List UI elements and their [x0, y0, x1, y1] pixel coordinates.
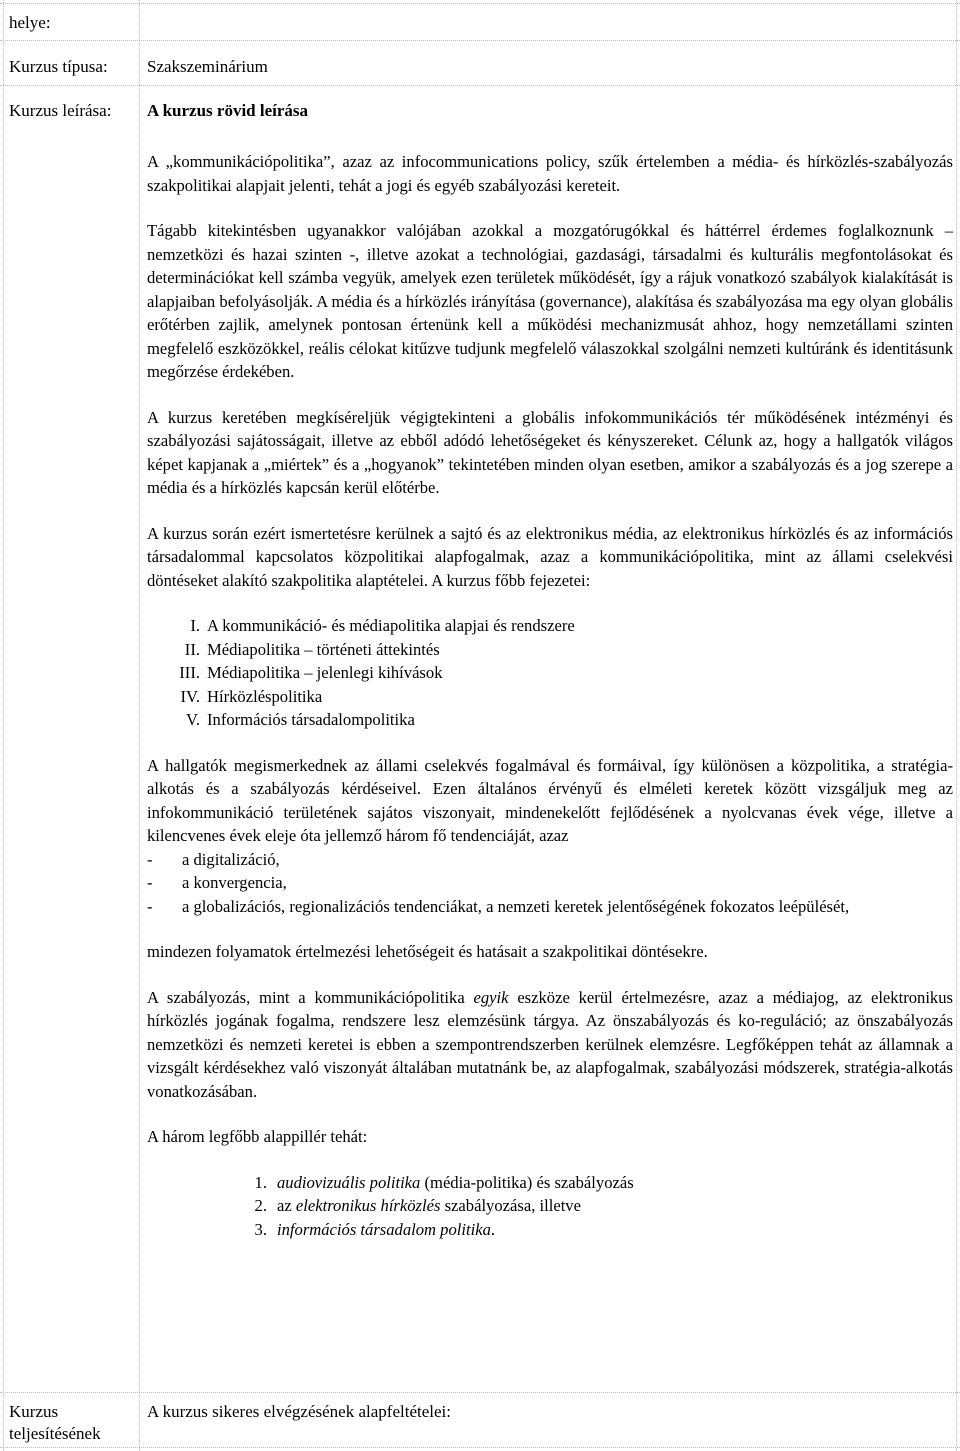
dash-marker: -: [147, 849, 153, 869]
chapter-list: [147, 614, 953, 732]
paragraph-8: A három legfőbb alappillér tehát:: [147, 1127, 368, 1146]
dash-marker: -: [147, 896, 153, 916]
paragraph-3: A kurzus keretében megkíséreljük végigtekinteni a globális infokommunikációs tér működésének intézményi és szabályozási sajátosságait, illetve az ebből adódó lehetőségeket és kényszereket. Célunk az, hogy a hallgatók világos képet kapjanak a „miértek” és a „hogyanok” tekintetében minden olyan esetben, amikor a szabályozás és a jog szerepe a média és a hírközlés kapcsán kerül előtérbe.: [147, 407, 953, 497]
label-helye: helye:: [9, 13, 51, 32]
table-border-bottom: [0, 1447, 960, 1448]
paragraph-2: Tágabb kitekintésben ugyanakkor valójában azokkal a mozgatórugókkal és háttérrel érdemes foglalkoznunk – nemzetközi és hazai szinten -, illetve azokat a technológiai, gazdasági, társadalmi és kulturális megfontolásokat és determinációkat kell számba vegyük, amelyek ezen területek működését, így a rájuk vonatkozó szabályok kialakítását is alapjaiban befolyásolják. A média és a hírközlés irányítása (governance), alakítása és szabályozása ma egy olyan globális erőtérben zajlik, amelynek pontosan értenünk kell a működési mechanizmusát ahhoz, hogy nemzetállami szinten megfelelő eszközökkel, reális célokat kitűzve tudjunk megfelelő válaszokkal szolgálni nemzeti kultúránk és identitásunk megőrzése érdekében.: [147, 221, 953, 381]
pillar-list: [147, 1171, 953, 1242]
row-divider: [0, 85, 960, 86]
list-item: [147, 871, 953, 895]
text-run: (média-politika) és szabályozás: [420, 1172, 634, 1192]
list-number: V.: [186, 710, 200, 729]
paragraph-1: A „kommunikációpolitika”, azaz az infocommunications policy, szűk értelemben a média- és hírközlés-szabályozás szakpolitikai alapjait jelenti, tehát a jogi és egyéb szabályozási kereteit.: [147, 152, 953, 195]
label-line: Kurzus: [9, 1402, 59, 1421]
text-run: A szabályozás, mint a kommunikációpolitika: [147, 987, 474, 1007]
value-teljesites: A kurzus sikeres elvégzésének alapfeltételei:: [147, 1402, 451, 1421]
list-text: a globalizációs, regionalizációs tendenciákat, a nemzeti keretek jelentőségének fokozatos leépülését,: [182, 896, 850, 916]
paragraph-5: A hallgatók megismerkednek az állami cselekvés fogalmával és formáival, így különösen a közpolitika, a stratégia-alkotás és a szabályozás kérdéseivel. Ezen általános érvényű és elméleti keretek között vizsgáljuk meg az infokommunikáció területének sajátos viszonyait, mindenekelőtt fejlődésének a nyolcvanas évek vége, illetve a kilencvenes évek eleje óta jellemző három fő tendenciáját, azaz: [147, 755, 953, 845]
label-kurzus-tipusa: Kurzus típusa:: [9, 57, 108, 76]
list-item: [147, 661, 953, 685]
list-number: 1.: [254, 1172, 267, 1192]
trend-list: [147, 848, 953, 919]
paragraph-6: mindezen folyamatok értelmezési lehetőségeit és hatásait a szakpolitikai döntésekre.: [147, 942, 708, 961]
table-border-right: [956, 0, 957, 1451]
text-run: szabályozása, illetve: [440, 1196, 581, 1215]
list-item: [147, 1218, 953, 1242]
list-number: I.: [190, 616, 200, 635]
list-number: IV.: [180, 686, 200, 706]
list-number: II.: [184, 639, 200, 659]
table-border-left: [3, 0, 4, 1451]
text-run: eszköze kerül értelmezésre, azaz a médiajog, az elektronikus hírközlés jogának fogalma, rendszere lesz elemzésünk tárgya. Az önszabályozás és ko-reguláció; az önszabályozás nemzetközi és nemzeti keretei is ebben a szempontrendszerben kerülnek elemzésre. Legfőképpen tehát az államnak a vizsgált kérdésekhez való viszonyát általában mutatnánk be, az alapfogalmak, szabályozási módszerek, stratégia-alkotás vonatkozásában.: [147, 987, 953, 1101]
text-run: az: [277, 1196, 296, 1215]
list-text: Médiapolitika – történeti áttekintés: [207, 639, 440, 659]
row-divider: [0, 1392, 960, 1393]
list-text: a digitalizáció,: [182, 849, 280, 869]
list-item: [147, 685, 953, 709]
list-number: III.: [179, 663, 200, 682]
list-item: [147, 1194, 953, 1218]
text-run-italic: információs társadalom politika: [277, 1219, 491, 1239]
list-text: a konvergencia,: [182, 873, 287, 892]
label-kurzus-teljesitesenek: [9, 1401, 101, 1445]
table-border-top: [0, 3, 960, 4]
list-item: [147, 848, 953, 872]
list-text: Médiapolitika – jelenlegi kihívások: [207, 663, 443, 682]
list-item: [147, 638, 953, 662]
list-text: Hírközléspolitika: [207, 686, 323, 706]
heading-kurzus-rovid-leirasa: A kurzus rövid leírása: [147, 101, 309, 120]
row-divider: [0, 40, 960, 41]
list-item: [147, 614, 953, 638]
list-number: 2.: [254, 1196, 267, 1215]
text-run-italic: elektronikus hírközlés: [295, 1196, 441, 1215]
text-run: .: [490, 1219, 496, 1239]
list-item: [147, 708, 953, 732]
dash-marker: -: [147, 873, 153, 892]
text-run-italic: egyik: [473, 987, 509, 1007]
list-number: 3.: [254, 1219, 267, 1239]
list-item: [147, 895, 953, 919]
list-text: A kommunikáció- és médiapolitika alapjai és rendszere: [207, 616, 575, 635]
paragraph-7: [147, 986, 953, 1104]
paragraph-4: A kurzus során ezért ismertetésre kerülnek a sajtó és az elektronikus média, az elektronikus hírközlés és az információs társadalommal kapcsolatos közpolitikai alapfogalmak, azaz a kommunikációpolitika, mint az állami cselekvési döntéseket alakító szakpolitika alaptételei. A kurzus főbb fejezetei:: [147, 523, 953, 590]
label-kurzus-leirasa: Kurzus leírása:: [9, 101, 112, 120]
value-kurzus-tipusa: Szakszeminárium: [147, 57, 268, 76]
list-text: Információs társadalompolitika: [207, 710, 415, 729]
text-run-italic: audiovizuális politika: [277, 1172, 421, 1192]
table-column-divider: [139, 0, 140, 1451]
list-item: [147, 1171, 953, 1195]
course-description: [147, 150, 953, 1241]
label-line: teljesítésének: [9, 1424, 101, 1443]
